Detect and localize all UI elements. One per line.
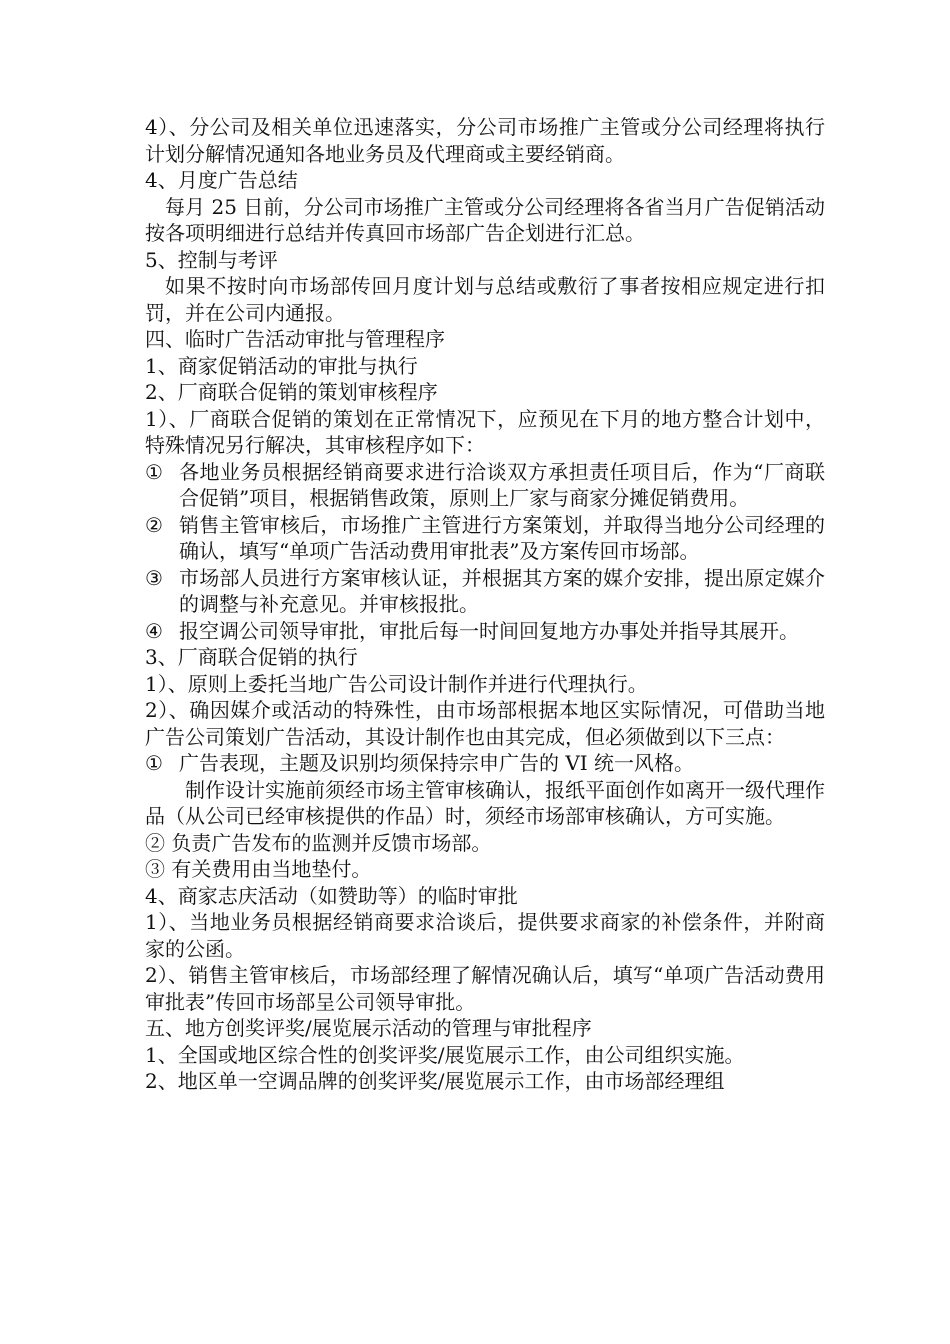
paragraph-monitoring: ② 负责广告发布的监测并反馈市场部。 <box>145 830 492 855</box>
list-marker: ③ <box>145 565 163 590</box>
paragraph-penalty: 如果不按时向市场部传回月度计划与总结或敷衍了事者按相应规定进行扣罚，并在公司内通报。 <box>145 274 825 325</box>
list-item-text: 报空调公司领导审批，审批后每一时间回复地方办事处并指导其展开。 <box>179 618 799 643</box>
heading-merchant-promotion: 1、商家促销活动的审批与执行 <box>145 353 418 378</box>
heading-section-5: 五、地方创奖评奖/展览展示活动的管理与审批程序 <box>145 1016 592 1040</box>
list-item <box>145 618 825 645</box>
paragraph-regional-awards: 2、地区单一空调品牌的创奖评奖/展览展示工作，由市场部经理组 <box>145 1069 725 1093</box>
paragraph-compensation: 1）、当地业务员根据经销商要求洽谈后，提供要求商家的补偿条件，并附商家的公函。 <box>145 910 825 961</box>
paragraph-4-branch-implementation: 4）、分公司及相关单位迅速落实，分公司市场推广主管或分公司经理将执行计划分解情况通知各地业务员及代理商或主要经销商。 <box>145 115 825 166</box>
list-item-text: 各地业务员根据经销商要求进行洽谈双方承担责任项目后，作为“厂商联合促销”项目，根据销售政策，原则上厂家与商家分摊促销费用。 <box>179 459 825 510</box>
heading-monthly-ad-summary: 4、月度广告总结 <box>145 168 298 192</box>
list-item-text: 销售主管审核后，市场推广主管进行方案策划，并取得当地分公司经理的确认，填写“单项广告活动费用审批表”及方案传回市场部。 <box>179 512 825 563</box>
list-marker: ④ <box>145 618 163 643</box>
paragraph-media-special: 2）、确因媒介或活动的特殊性，由市场部根据本地区实际情况，可借助当地广告公司策划广告活动，其设计制作也由其完成，但必须做到以下三点： <box>145 698 825 749</box>
paragraph-approval-form: 2）、销售主管审核后，市场部经理了解情况确认后，填写“单项广告活动费用审批表”传回市场部呈公司领导审批。 <box>145 963 825 1014</box>
paragraph-local-costs: ③ 有关费用由当地垫付。 <box>145 857 372 881</box>
heading-control-evaluation: 5、控制与考评 <box>145 247 278 272</box>
paragraph-national-awards: 1、全国或地区综合性的创奖评奖/展览展示工作，由公司组织实施。 <box>145 1042 745 1067</box>
paragraph-design-approval: 制作设计实施前须经市场主管审核确认，报纸平面创作如离开一级代理作品（从公司已经审核提供的作品）时，须经市场部审核确认，方可实施。 <box>145 777 825 828</box>
paragraph-joint-promotion-planning: 1）、厂商联合促销的策划在正常情况下，应预见在下月的地方整合计划中，特殊情况另行解决，其审核程序如下： <box>145 406 825 457</box>
list-item <box>145 750 825 777</box>
list-item-text: 市场部人员进行方案审核认证，并根据其方案的媒介安排，提出原定媒介的调整与补充意见。并审核报批。 <box>179 565 825 616</box>
list-marker: ① <box>145 751 163 775</box>
heading-celebration-approval: 4、商家志庆活动（如赞助等）的临时审批 <box>145 883 518 908</box>
heading-joint-promotion-execution: 3、厂商联合促销的执行 <box>145 645 358 669</box>
paragraph-monthly-summary: 每月 25 日前，分公司市场推广主管或分公司经理将各省当月广告促销活动按各项明细进行总结并传真回市场部广告企划进行汇总。 <box>145 194 825 245</box>
list-item <box>145 512 825 565</box>
heading-section-4: 四、临时广告活动审批与管理程序 <box>145 327 445 351</box>
paragraph-local-agency: 1）、原则上委托当地广告公司设计制作并进行代理执行。 <box>145 671 648 696</box>
document-body <box>145 114 825 1095</box>
list-marker: ① <box>145 459 163 484</box>
list-item <box>145 565 825 618</box>
heading-joint-promotion-review: 2、厂商联合促销的策划审核程序 <box>145 380 438 404</box>
list-item-text: 广告表现，主题及识别均须保持宗申广告的 VI 统一风格。 <box>179 751 695 775</box>
list-marker: ② <box>145 512 163 537</box>
list-item <box>145 459 825 512</box>
